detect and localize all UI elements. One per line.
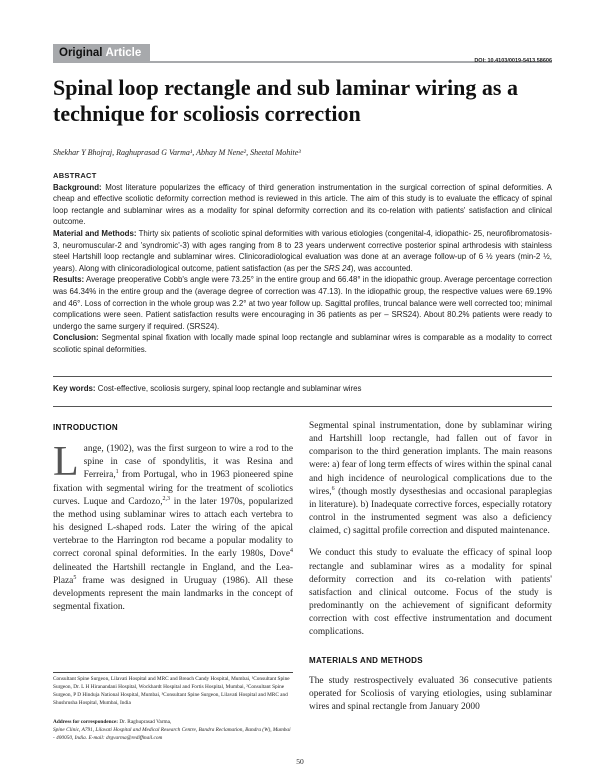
abstract-results: Results: Average preoperative Cobb's angle were 73.25° in the entire group and 66.48° in the idiopathic group. Average percentage correction was 64.34% in the entire group and the (average degree of correction was 47.13). In the idiopathic group, the respective values were 69.19% and 46°. Loss of correction in the whole group was 2.2° at two year follow up. Sagittal profiles, truncal balance were well corrected too; minimal complications were seen. Patient satisfaction results were encouraging in 36 patients as per – SRS24). About 80.2% patients were ready to undergo the same surgery if required. (SRS24). xyxy=(53,275,552,331)
column-right xyxy=(309,420,552,714)
keywords-rule-top xyxy=(53,376,552,377)
doi: DOI: 10.4103/0019-5413.58606 xyxy=(474,58,552,64)
footnote-rule xyxy=(53,672,293,673)
right-paragraph-3: The study restrospectively evaluated 36 consecutive patients operated for Scoliosis of varying etiologies, using sublaminar wires and spinal rectangle from January 2000 xyxy=(309,675,552,712)
authors: Shekhar Y Bhojraj, Raghuprasad G Varma¹, Abhay M Nene², Sheetal Mohite³ xyxy=(53,148,301,157)
affiliations: Consultant Spine Surgeon, Lilavati Hospital and MRC and Breach Candy Hospital, Mumbai, ¹Consultant Spine Surgeon, Dr. L H Hiranandani Hospital, Wockhardt Hospital and Fortis Hospital, Mumbai, ²Consultant Spine Surgeon, P D Hinduja National Hospital, Mumbai, ³Consultant Spine Surgeon, Lilavati Hospital and MRC and Shushrusha Hospital, Mumbai, India xyxy=(53,676,290,706)
abstract-background: Background: Most literature popularizes the efficacy of third generation instrumentation in the surgical correction of spinal deformities. A cheap and effective scoliotic deformity correction method is reviewed in this article. The aim of this study is to evaluate the efficacy of spinal loop rectangle and sublaminar wires as a modality for spinal deformity correction and its co-relation with patients' satisfaction and clinical outcome. xyxy=(53,182,552,227)
article-type-label: Original xyxy=(59,46,103,59)
keywords-rule-bottom xyxy=(53,406,552,407)
abstract-heading: ABSTRACT xyxy=(53,171,97,180)
column-left xyxy=(53,421,293,614)
article-title: Spinal loop rectangle and sub laminar wiring as a technique for scoliosis correction xyxy=(53,75,518,126)
introduction-heading: INTRODUCTION xyxy=(53,423,118,432)
abstract xyxy=(53,170,552,356)
drop-cap: L xyxy=(53,439,79,486)
article-type-tag xyxy=(53,44,150,61)
right-paragraph-2: We conduct this study to evaluate the efficacy of spinal loop rectangle and sublaminar wires as a modality for spinal deformity correction and its co-relation with patients' satisfaction and clinical outcome. Focus of the study is predominantly on the achievement of significant deformity correction with cost effective instrumentation and document complications. xyxy=(309,548,552,638)
introduction-paragraph: Lange, (1902), was the first surgeon to wire a rod to the spine in case of spondylitis, it was Resina and Ferreira,$^1$ from Portugal, who in 1963 pioneered spine fixation with segmental wiring for the treatment of scoliotics curves. Luque and Cardozo,$^{2,3}$ in the later 1970s, popularized the method using sublaminar wires to attach each vertebra to his designed L-shaped rods. Later the wiring of the apical vertebrae to the Harrington rod became a popular modality to correct coronal spinal deformities. In the early 1980s, Dove$^4$ delineated the Hartshill rectangle in England, and the Lea-Plaza$^5$ frame was designed in Uruguay (1986). All these developments represent the main landmarks in the concept of segmental fixation. xyxy=(53,439,293,613)
correspondence: Address for correspondence: Dr. Raghuprasad Varma, Spine Clinic, A791, Lilavati Hospital and Medical Research Centre, Bandra Reclamation, Bandra (W), Mumbai - 400050, India. E-mail: drgvarma@rediffmail.com xyxy=(53,719,291,741)
abstract-methods: Material and Methods: Thirty six patients of scoliotic spinal deformities with various etiologies (congenital-4, idiopathic- 25, neurofibromatosis-3, neuromuscular-2 and 'syndromic'-3) with ages ranging from 8 to 23 years underwent corrective posterior spinal arthrodesis with stainless steel Hartshill loop rectangle and sublaminar wires. Clinicoradiological evaluation was done at an average follow-up of 6 ½ years (min-2 ½, years). Along with clinicoradiological outcome, patient satisfaction (as per the SRS 24), was accounted. xyxy=(53,228,552,273)
abstract-conclusion: Conclusion: Segmental spinal fixation with locally made spinal loop rectangle and sublaminar wires is comparable as a modality to correct scoliotic spinal deformities. xyxy=(53,333,552,354)
article-type-label-accent: Article xyxy=(105,46,142,59)
right-paragraph-1: Segmental spinal instrumentation, done by sublaminar wiring and Hartshill loop rectangle, had fallen out of favor in comparison to the third generation implants. The main reasons were: a) fear of long term effects of wires within the spinal canal and high incidence of neurological complications due to the wires,$^6$ (though mostly dysesthesias and occasional paraplegias in literature). b) Inadequate corrective forces, especially rotatory control in the instrumented segment was also a deficiency claimed, c) sagittal profile correction and disputed maintenance. xyxy=(309,421,552,537)
methods-heading: MATERIALS AND METHODS xyxy=(309,655,423,665)
keywords: Key words: Cost-effective, scoliosis surgery, spinal loop rectangle and sublaminar wires xyxy=(53,384,362,393)
page-number: 50 xyxy=(296,757,304,766)
